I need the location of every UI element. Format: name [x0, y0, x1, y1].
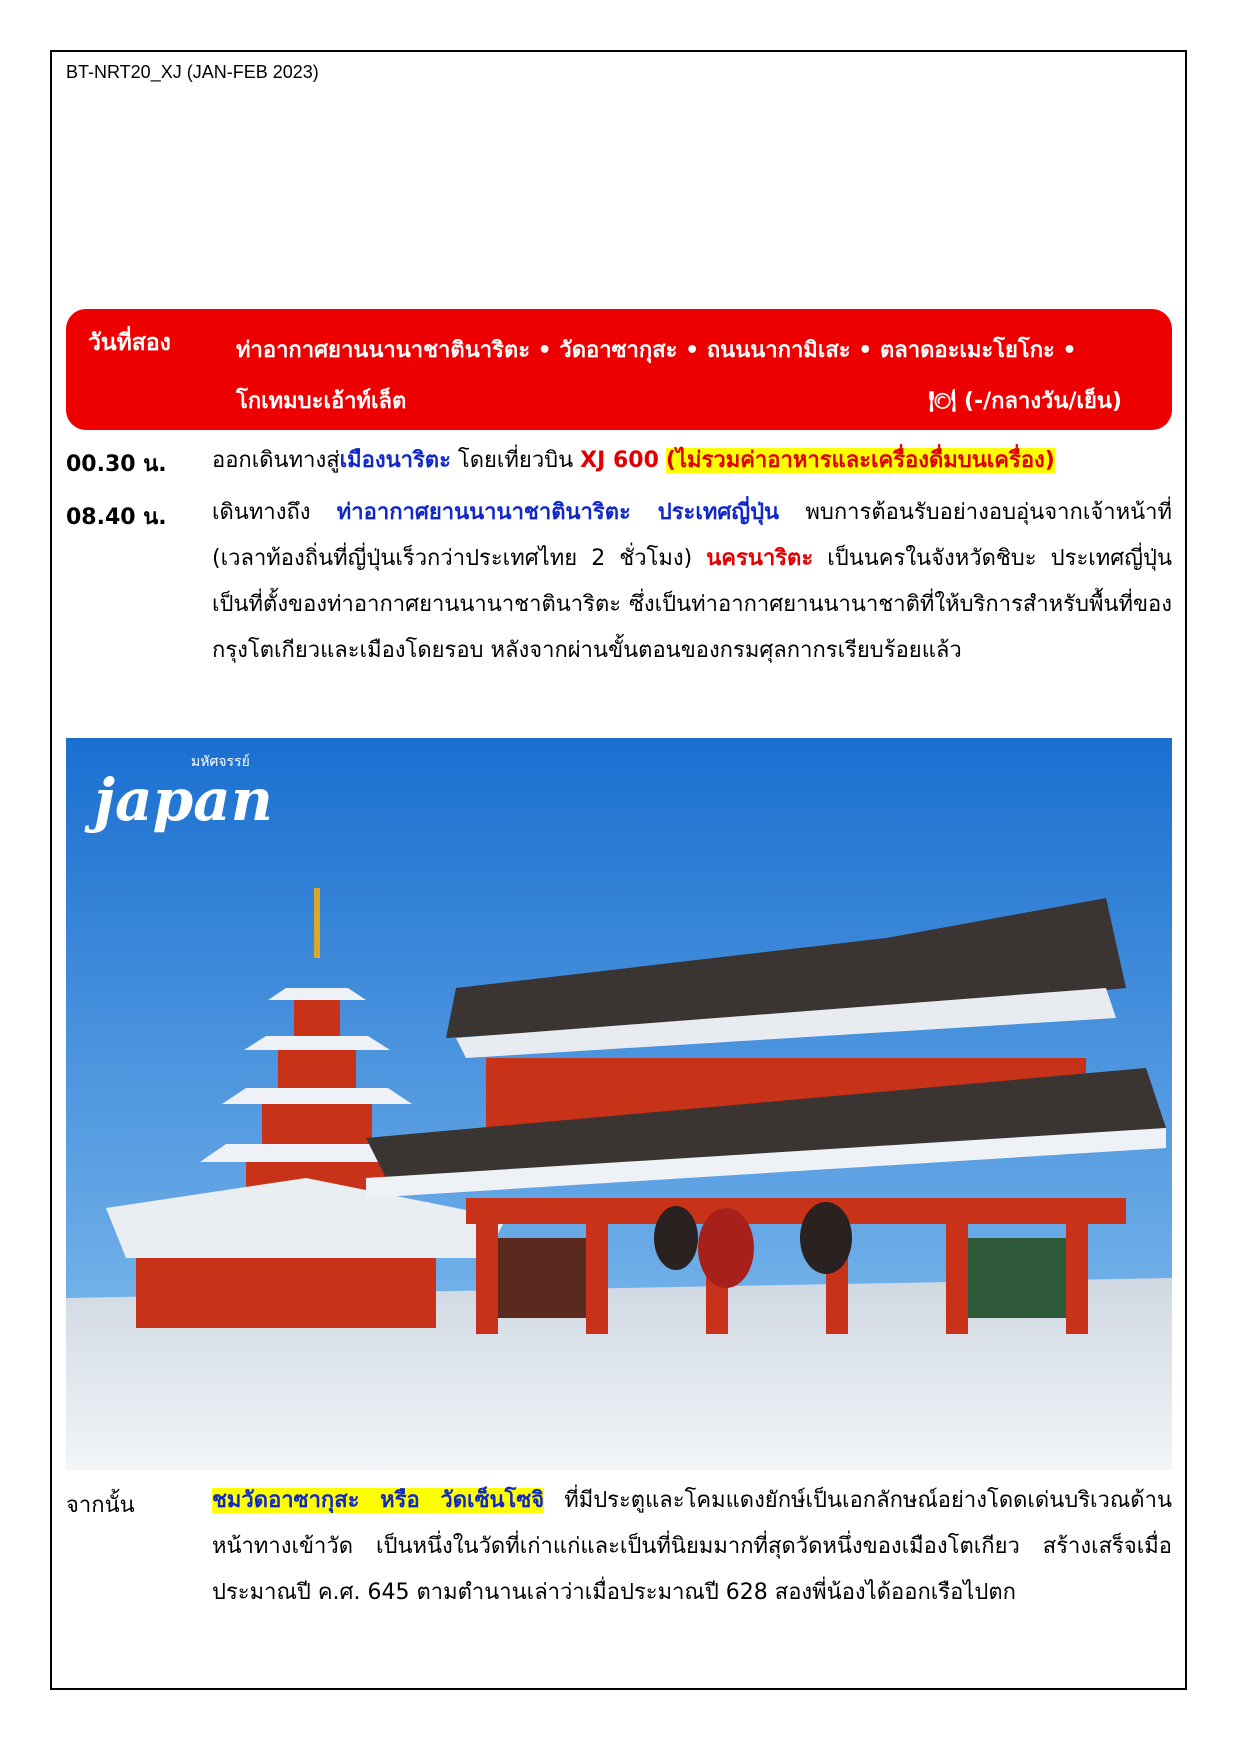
- day-banner: [66, 309, 1172, 430]
- next-text: ชมวัดอาซากุสะ หรือ วัดเซ็นโซจิ ที่มีประตูและโคมแดงยักษ์เป็นเอกลักษณ์อย่างโดดเด่นบริเวณด้านหน้าทางเข้าวัด เป็นหนึ่งในวัดที่เก่าแก่และเป็นที่นิยมมากที่สุดวัดหนึ่งของเมืองโตเกียว สร้างเสร็จเมื่อประมาณปี ค.ศ. 645 ตามตำนานเล่าว่าเมื่อประมาณปี 628 สองพี่น้องได้ออกเรือไปตก: [212, 1488, 1172, 1605]
- flight-note: (ไม่รวมค่าอาหารและเครื่องดื่มบนเครื่อง): [665, 448, 1055, 473]
- time-0030: 00.30 น.: [66, 452, 167, 477]
- time-0840: 08.40 น.: [66, 505, 167, 530]
- flight-number: XJ 600: [580, 448, 659, 473]
- logo-small: มหัศจรรย์: [191, 754, 250, 770]
- temple-highlight: ชมวัดอาซากุสะ หรือ วัดเซ็นโซจิ: [212, 1488, 545, 1513]
- then-label: จากนั้น: [66, 1493, 135, 1518]
- city-highlight: เมืองนาริตะ: [339, 448, 451, 473]
- meals-info: [928, 376, 1122, 427]
- day-label: วันที่สอง: [88, 330, 171, 356]
- logo-japan: japan: [94, 766, 273, 834]
- itinerary-text-1: ออกเดินทางสู่เมืองนาริตะ โดยเที่ยวบิน XJ 600 (ไม่รวมค่าอาหารและเครื่องดื่มบนเครื่อง): [212, 448, 1055, 473]
- airport-name: ท่าอากาศยานนานาชาตินาริตะ ประเทศญี่ปุ่น: [336, 500, 780, 525]
- day-title-line2: โกเทมบะเอ้าท์เล็ต: [236, 389, 407, 414]
- document-code: BT-NRT20_XJ (JAN-FEB 2023): [66, 62, 319, 82]
- itinerary-text-2: เดินทางถึง ท่าอากาศยานนานาชาตินาริตะ ประเทศญี่ปุ่น พบการต้อนรับอย่างอบอุ่นจากเจ้าหน้าที่ (เวลาท้องถิ่นที่ญี่ปุ่นเร็วกว่าประเทศไทย 2 ชั่วโมง) นครนาริตะ เป็นนครในจังหวัดชิบะ ประเทศญี่ปุ่น เป็นที่ตั้งของท่าอากาศยานนานาชาตินาริตะ ซึ่งเป็นท่าอากาศยานนานาชาติที่ให้บริการสำหรับพื้นที่ของกรุงโตเกียวและเมืองโดยรอบ หลังจากผ่านขั้นตอนของกรมศุลกากรเรียบร้อยแล้ว: [212, 500, 1173, 663]
- meals-text: (-/กลางวัน/เย็น): [963, 389, 1122, 414]
- temple-photo: [66, 738, 1172, 1470]
- meal-icon: 🍽: [928, 389, 957, 414]
- city-name: นครนาริตะ: [706, 546, 814, 571]
- day-title-line1: ท่าอากาศยานนานาชาตินาริตะ • วัดอาซากุสะ • ถนนนากามิเสะ • ตลาดอะเมะโยโกะ •: [236, 338, 1077, 363]
